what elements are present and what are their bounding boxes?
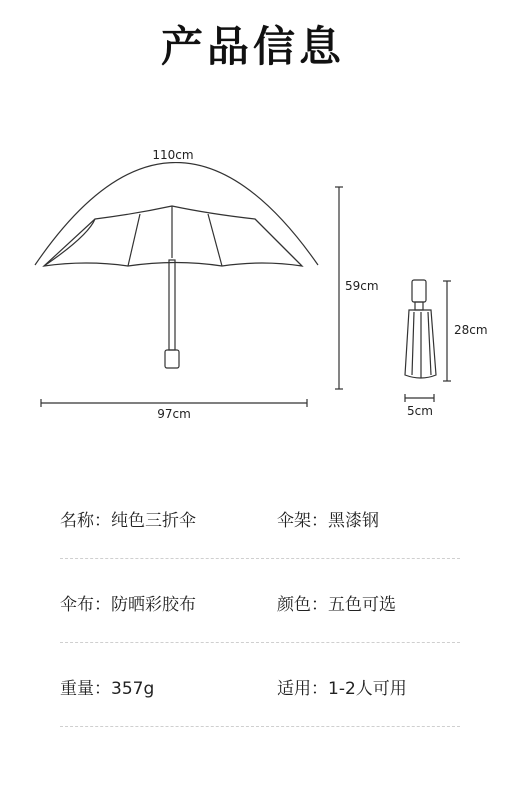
spec-value: 黑漆钢	[328, 511, 379, 531]
open-height-label: 59cm	[345, 279, 379, 293]
umbrella-handle	[165, 350, 179, 368]
spec-item-frame	[277, 506, 379, 531]
spec-key: 伞布：	[60, 595, 111, 615]
row-divider	[60, 642, 460, 643]
folded-width-label: 5cm	[407, 404, 433, 418]
spec-item-fabric	[60, 590, 196, 615]
spec-value: 纯色三折伞	[111, 511, 196, 531]
spec-value: 五色可选	[328, 595, 396, 615]
spec-key: 名称：	[60, 511, 111, 531]
spec-value: 357g	[111, 679, 155, 699]
canopy-arc-line	[35, 163, 318, 266]
spec-item-weight	[60, 674, 154, 699]
page-title: 产品信息	[160, 22, 345, 71]
spec-item-capacity	[277, 674, 407, 699]
canopy-arc-label: 110cm	[152, 148, 194, 162]
umbrella-dimension-diagram	[0, 130, 506, 430]
spec-item-name	[60, 506, 196, 531]
spec-row	[60, 574, 460, 658]
umbrella-shaft	[169, 260, 175, 350]
row-divider	[60, 726, 460, 727]
spec-key: 重量：	[60, 679, 111, 699]
spec-table	[60, 490, 460, 742]
spec-key: 伞架：	[277, 511, 328, 531]
spec-value: 1-2人可用	[328, 679, 407, 699]
spec-item-color	[277, 590, 396, 615]
spec-row	[60, 490, 460, 574]
open-width-label: 97cm	[157, 407, 191, 421]
row-divider	[60, 558, 460, 559]
folded-height-label: 28cm	[454, 323, 488, 337]
folded-umbrella-handle	[412, 280, 426, 302]
spec-row	[60, 658, 460, 742]
spec-value: 防晒彩胶布	[111, 595, 196, 615]
spec-key: 颜色：	[277, 595, 328, 615]
spec-key: 适用：	[277, 679, 328, 699]
